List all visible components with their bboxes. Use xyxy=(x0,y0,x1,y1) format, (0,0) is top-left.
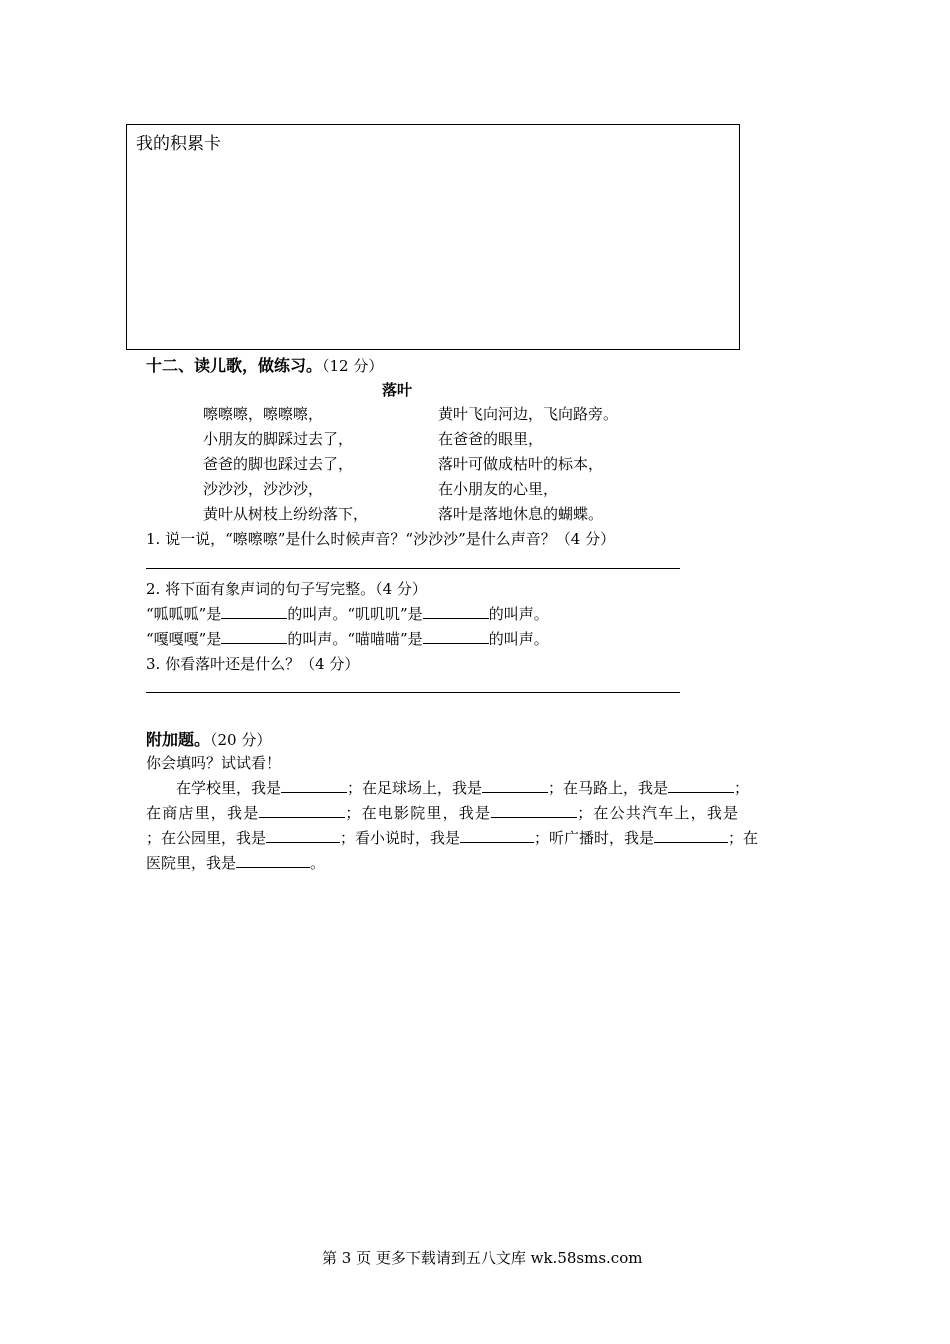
bonus-line-4 xyxy=(146,852,325,873)
fill-blank[interactable] xyxy=(221,604,287,619)
bonus-line4-b: 。 xyxy=(310,854,326,872)
q2-line1-c: 的叫声。 xyxy=(488,605,549,623)
accumulation-card-title: 我的积累卡 xyxy=(136,134,221,154)
fill-blank[interactable] xyxy=(668,778,734,793)
bonus-line2-a: 在商店里，我是 xyxy=(146,804,260,822)
bonus-line1-d: ； xyxy=(734,779,750,797)
q2-sentence-2 xyxy=(146,628,549,649)
fill-blank[interactable] xyxy=(482,778,548,793)
poem-right-line: 落叶是落地休息的蝴蝶。 xyxy=(438,505,604,523)
bonus-line-2 xyxy=(146,802,739,823)
fill-blank[interactable] xyxy=(423,629,489,644)
poem-left-line: 黄叶从树枝上纷纷落下， xyxy=(203,505,369,523)
bonus-line3-a: ；在公园里，我是 xyxy=(146,829,267,847)
poem-left-line: 嚓嚓嚓，嚓嚓嚓， xyxy=(203,405,324,423)
page-footer: 第 3 页 更多下载请到五八文库 wk.58sms.com xyxy=(322,1249,643,1267)
q2-line1-b: 的叫声。“叽叽叽”是 xyxy=(287,605,423,623)
fill-blank[interactable] xyxy=(259,803,345,818)
bonus-line2-b: ；在电影院里，我是 xyxy=(345,804,492,822)
q2-line2-a: “嘎嘎嘎”是 xyxy=(146,630,222,648)
question-1: 1. 说一说，“嚓嚓嚓”是什么时候声音？“沙沙沙”是什么声音？（4 分） xyxy=(146,530,616,548)
section12-heading: 十二、读儿歌，做练习。 xyxy=(146,356,323,375)
poem-right-line: 在小朋友的心里， xyxy=(438,480,559,498)
question-2: 2. 将下面有象声词的句子写完整。（4 分） xyxy=(146,580,427,598)
bonus-line1-b: ；在足球场上，我是 xyxy=(347,779,483,797)
q2-line1-a: “呱呱呱”是 xyxy=(146,605,222,623)
poem-title: 落叶 xyxy=(382,381,413,399)
bonus-line2-c: ；在公共汽车上，我是 xyxy=(577,804,740,822)
poem-left-line: 沙沙沙，沙沙沙， xyxy=(203,480,324,498)
bonus-line3-d: ；在 xyxy=(728,829,759,847)
poem-left-line: 小朋友的脚踩过去了， xyxy=(203,430,354,448)
bonus-line1-c: ；在马路上，我是 xyxy=(548,779,669,797)
section12-heading-line xyxy=(146,353,383,376)
fill-blank[interactable] xyxy=(491,803,577,818)
fill-blank[interactable] xyxy=(221,629,287,644)
bonus-intro: 你会填吗？试试看！ xyxy=(146,754,282,772)
answer-line-q3[interactable] xyxy=(146,692,680,693)
q2-sentence-1 xyxy=(146,603,549,624)
poem-left-line: 爸爸的脚也踩过去了， xyxy=(203,455,354,473)
bonus-line3-c: ；听广播时，我是 xyxy=(534,829,655,847)
bonus-score: （20 分） xyxy=(210,731,272,749)
fill-blank[interactable] xyxy=(654,828,728,843)
question-3: 3. 你看落叶还是什么？（4 分） xyxy=(146,655,360,673)
section12-score: （12 分） xyxy=(322,357,384,375)
fill-blank[interactable] xyxy=(460,828,534,843)
accumulation-card-box xyxy=(126,124,740,350)
q2-line2-b: 的叫声。“喵喵喵”是 xyxy=(287,630,423,648)
bonus-heading-line xyxy=(146,727,271,750)
fill-blank[interactable] xyxy=(266,828,340,843)
poem-right-line: 落叶可做成枯叶的标本， xyxy=(438,455,604,473)
fill-blank[interactable] xyxy=(236,853,310,868)
q2-line2-c: 的叫声。 xyxy=(488,630,549,648)
poem-right-line: 在爸爸的眼里， xyxy=(438,430,544,448)
fill-blank[interactable] xyxy=(423,604,489,619)
poem-right-line: 黄叶飞向河边，飞向路旁。 xyxy=(438,405,619,423)
bonus-line-3 xyxy=(146,827,758,848)
bonus-line1-a: 在学校里，我是 xyxy=(176,779,282,797)
bonus-line-1 xyxy=(176,777,749,798)
bonus-line3-b: ；看小说时，我是 xyxy=(340,829,461,847)
bonus-line4-a: 医院里，我是 xyxy=(146,854,237,872)
fill-blank[interactable] xyxy=(281,778,347,793)
bonus-heading: 附加题。 xyxy=(146,730,211,749)
answer-line-q1[interactable] xyxy=(146,568,680,569)
